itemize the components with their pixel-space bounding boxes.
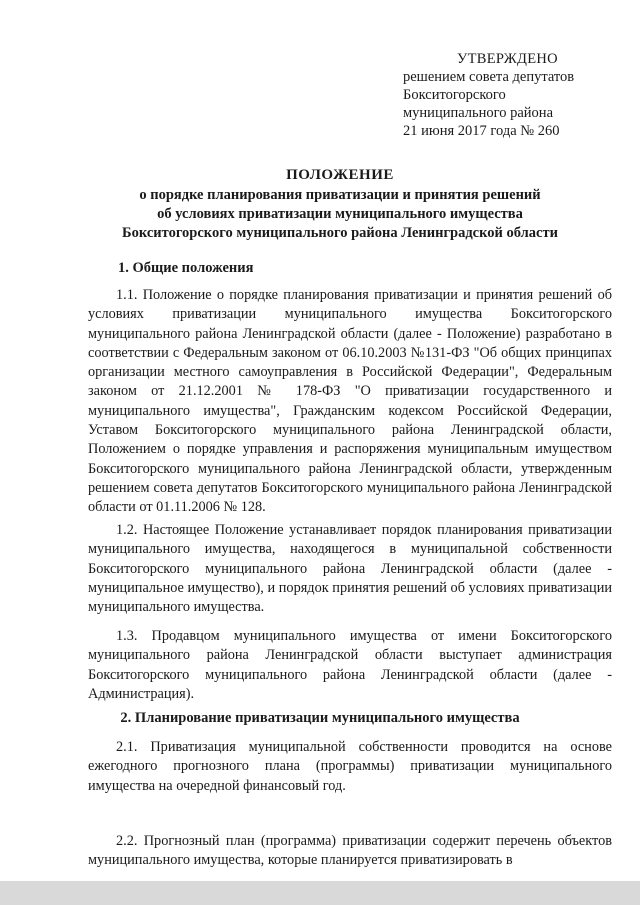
section-1-title: 1. Общие положения xyxy=(118,260,254,276)
paragraph-2-2: 2.2. Прогнозный план (программа) приватизации содержит перечень объектов муниципального имущества, которые планируется приватизировать в xyxy=(88,833,612,869)
document-heading xyxy=(60,166,620,243)
approval-line: муниципального района xyxy=(403,105,553,121)
paragraph-2-1: 2.1. Приватизация муниципальной собственности проводится на основе ежегодного прогнозного плана (программы) приватизации муниципального имущества на очередной финансовый год. xyxy=(88,739,612,794)
paragraph-1-3: 1.3. Продавцом муниципального имущества от имени Бокситогорского муниципального района Ленинградской области выступает администрация Бокситогорского муниципального района Ленинградской области (далее - Администрация). xyxy=(88,628,612,702)
paragraph-1-1: 1.1. Положение о порядке планирования приватизации и принятия решений об условиях приватизации муниципального имущества Бокситогорского муниципального района Ленинградской области (далее - Положение) разработано в соответствии с Федеральным законом от 06.10.2003 №131-ФЗ "Об общих принципах организации местного самоуправления в Российской Федерации", Федеральным законом от 21.12.2001 № 178-ФЗ "О приватизации государственного и муниципального имущества", Гражданским кодексом Российской Федерации, Уставом Бокситогорского муниципального района Ленинградской области, Положением о порядке управления и распоряжения муниципальным имуществом Бокситогорского муниципального района Ленинградской области, утвержденным решением совета депутатов Бокситогорского муниципального района Ленинградской области от 01.11.2006 № 128. xyxy=(88,287,612,516)
document-subtitle-line: об условиях приватизации муниципального имущества xyxy=(157,206,523,222)
approval-line: решением совета депутатов xyxy=(403,69,575,85)
document-subtitle-line: Бокситогорского муниципального района Ленинградской области xyxy=(122,225,558,241)
document-subtitle-line: о порядке планирования приватизации и принятия решений xyxy=(139,187,541,203)
document-title: ПОЛОЖЕНИЕ xyxy=(286,167,394,183)
section-2-title: 2. Планирование приватизации муниципального имущества xyxy=(120,710,520,726)
approval-title: УТВЕРЖДЕНО xyxy=(457,51,558,67)
scan-bottom-edge xyxy=(0,881,640,905)
approval-line: Бокситогорского xyxy=(403,87,506,103)
approval-date: 21 июня 2017 года № 260 xyxy=(403,123,560,139)
paragraph-1-2: 1.2. Настоящее Положение устанавливает порядок планирования приватизации муниципального имущества, находящегося в муниципальной собственности Бокситогорского муниципального района Ленинградской области (далее - муниципальное имущество), и порядок принятия решений об условиях приватизации муниципального имущества. xyxy=(88,522,612,616)
approval-stamp xyxy=(403,50,628,140)
